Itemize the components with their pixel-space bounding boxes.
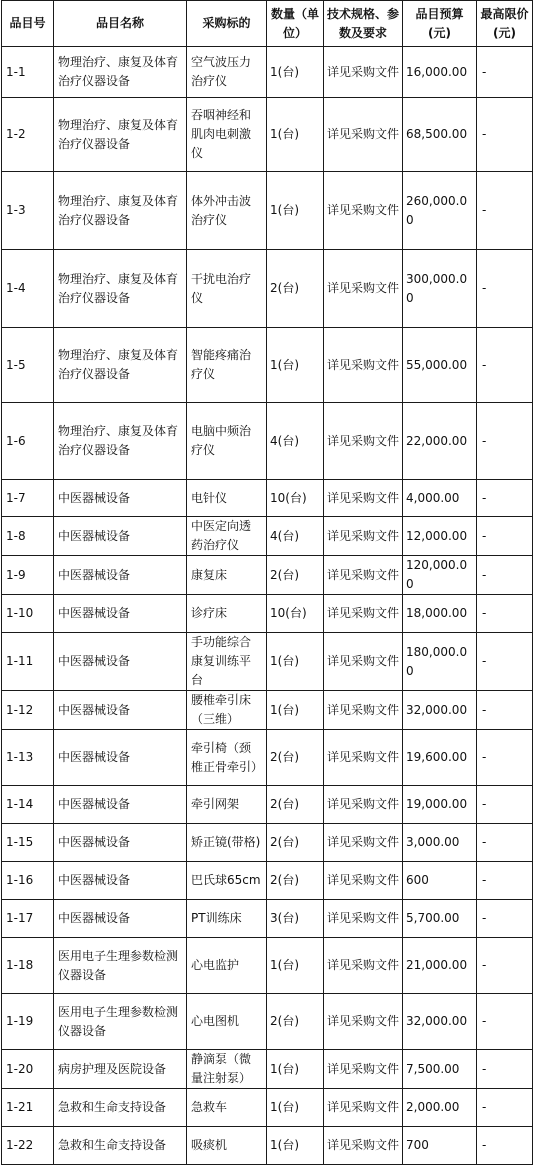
spec-cell: 详见采购文件 xyxy=(324,633,403,691)
spec-cell: 详见采购文件 xyxy=(324,1050,403,1089)
category-cell: 物理治疗、康复及体育治疗仪器设备 xyxy=(54,328,187,403)
quantity-cell: 2(台) xyxy=(267,786,324,824)
budget-cell: 12,000.00 xyxy=(403,517,477,556)
category-cell: 中医器械设备 xyxy=(54,730,187,786)
category-cell: 中医器械设备 xyxy=(54,595,187,633)
spec-cell: 详见采购文件 xyxy=(324,480,403,517)
table-row xyxy=(2,1089,533,1127)
item-no-cell: 1-18 xyxy=(2,938,54,994)
quantity-cell: 4(台) xyxy=(267,403,324,480)
quantity-cell: 1(台) xyxy=(267,691,324,730)
budget-cell: 120,000.00 xyxy=(403,556,477,595)
quantity-cell: 1(台) xyxy=(267,1050,324,1089)
spec-cell: 详见采购文件 xyxy=(324,172,403,250)
target-cell: 巴氏球65cm xyxy=(187,862,267,900)
item-no-cell: 1-11 xyxy=(2,633,54,691)
spec-cell: 详见采购文件 xyxy=(324,250,403,328)
category-cell: 中医器械设备 xyxy=(54,633,187,691)
item-no-cell: 1-2 xyxy=(2,98,54,172)
category-cell: 中医器械设备 xyxy=(54,480,187,517)
quantity-cell: 2(台) xyxy=(267,250,324,328)
target-cell: PT训练床 xyxy=(187,900,267,938)
target-cell: 电针仪 xyxy=(187,480,267,517)
table-row xyxy=(2,938,533,994)
quantity-cell: 1(台) xyxy=(267,328,324,403)
max-price-cell: - xyxy=(477,172,533,250)
table-row xyxy=(2,172,533,250)
target-cell: 急救车 xyxy=(187,1089,267,1127)
budget-cell: 19,600.00 xyxy=(403,730,477,786)
max-price-cell: - xyxy=(477,328,533,403)
table-row xyxy=(2,480,533,517)
header-item-no: 品目号 xyxy=(2,1,54,47)
budget-cell: 18,000.00 xyxy=(403,595,477,633)
header-max-price: 最高限价(元) xyxy=(477,1,533,47)
max-price-cell: - xyxy=(477,250,533,328)
table-row xyxy=(2,994,533,1050)
header-qty: 数量（单位） xyxy=(267,1,324,47)
max-price-cell: - xyxy=(477,403,533,480)
category-cell: 物理治疗、康复及体育治疗仪器设备 xyxy=(54,250,187,328)
quantity-cell: 2(台) xyxy=(267,730,324,786)
spec-cell: 详见采购文件 xyxy=(324,1089,403,1127)
category-cell: 中医器械设备 xyxy=(54,691,187,730)
max-price-cell: - xyxy=(477,480,533,517)
spec-cell: 详见采购文件 xyxy=(324,47,403,98)
item-no-cell: 1-22 xyxy=(2,1127,54,1165)
max-price-cell: - xyxy=(477,556,533,595)
spec-cell: 详见采购文件 xyxy=(324,556,403,595)
quantity-cell: 4(台) xyxy=(267,517,324,556)
budget-cell: 3,000.00 xyxy=(403,824,477,862)
quantity-cell: 3(台) xyxy=(267,900,324,938)
category-cell: 物理治疗、康复及体育治疗仪器设备 xyxy=(54,172,187,250)
target-cell: 心电图机 xyxy=(187,994,267,1050)
max-price-cell: - xyxy=(477,98,533,172)
quantity-cell: 1(台) xyxy=(267,98,324,172)
budget-cell: 300,000.00 xyxy=(403,250,477,328)
budget-cell: 7,500.00 xyxy=(403,1050,477,1089)
table-row xyxy=(2,517,533,556)
spec-cell: 详见采购文件 xyxy=(324,98,403,172)
category-cell: 中医器械设备 xyxy=(54,556,187,595)
spec-cell: 详见采购文件 xyxy=(324,862,403,900)
max-price-cell: - xyxy=(477,900,533,938)
target-cell: 干扰电治疗仪 xyxy=(187,250,267,328)
table-row xyxy=(2,328,533,403)
procurement-table xyxy=(1,0,533,1165)
max-price-cell: - xyxy=(477,595,533,633)
item-no-cell: 1-9 xyxy=(2,556,54,595)
spec-cell: 详见采购文件 xyxy=(324,403,403,480)
budget-cell: 260,000.00 xyxy=(403,172,477,250)
target-cell: 心电监护 xyxy=(187,938,267,994)
table-row xyxy=(2,556,533,595)
spec-cell: 详见采购文件 xyxy=(324,328,403,403)
budget-cell: 55,000.00 xyxy=(403,328,477,403)
max-price-cell: - xyxy=(477,1089,533,1127)
target-cell: 中医定向透药治疗仪 xyxy=(187,517,267,556)
header-row xyxy=(2,1,533,47)
table-body xyxy=(2,47,533,1165)
max-price-cell: - xyxy=(477,1050,533,1089)
quantity-cell: 1(台) xyxy=(267,47,324,98)
item-no-cell: 1-3 xyxy=(2,172,54,250)
spec-cell: 详见采购文件 xyxy=(324,595,403,633)
spec-cell: 详见采购文件 xyxy=(324,517,403,556)
spec-cell: 详见采购文件 xyxy=(324,900,403,938)
spec-cell: 详见采购文件 xyxy=(324,1127,403,1165)
budget-cell: 600 xyxy=(403,862,477,900)
table-row xyxy=(2,862,533,900)
budget-cell: 180,000.00 xyxy=(403,633,477,691)
category-cell: 病房护理及医院设备 xyxy=(54,1050,187,1089)
table-row xyxy=(2,250,533,328)
item-no-cell: 1-6 xyxy=(2,403,54,480)
target-cell: 吸痰机 xyxy=(187,1127,267,1165)
item-no-cell: 1-5 xyxy=(2,328,54,403)
target-cell: 体外冲击波治疗仪 xyxy=(187,172,267,250)
max-price-cell: - xyxy=(477,824,533,862)
quantity-cell: 1(台) xyxy=(267,1127,324,1165)
budget-cell: 32,000.00 xyxy=(403,994,477,1050)
item-no-cell: 1-1 xyxy=(2,47,54,98)
table-row xyxy=(2,730,533,786)
target-cell: 空气波压力治疗仪 xyxy=(187,47,267,98)
target-cell: 诊疗床 xyxy=(187,595,267,633)
item-no-cell: 1-16 xyxy=(2,862,54,900)
header-spec: 技术规格、参数及要求 xyxy=(324,1,403,47)
budget-cell: 21,000.00 xyxy=(403,938,477,994)
target-cell: 手功能综合康复训练平台 xyxy=(187,633,267,691)
item-no-cell: 1-13 xyxy=(2,730,54,786)
category-cell: 物理治疗、康复及体育治疗仪器设备 xyxy=(54,98,187,172)
quantity-cell: 1(台) xyxy=(267,938,324,994)
category-cell: 物理治疗、康复及体育治疗仪器设备 xyxy=(54,403,187,480)
quantity-cell: 2(台) xyxy=(267,556,324,595)
table-row xyxy=(2,691,533,730)
table-row xyxy=(2,595,533,633)
max-price-cell: - xyxy=(477,994,533,1050)
item-no-cell: 1-17 xyxy=(2,900,54,938)
target-cell: 电脑中频治疗仪 xyxy=(187,403,267,480)
budget-cell: 32,000.00 xyxy=(403,691,477,730)
quantity-cell: 10(台) xyxy=(267,595,324,633)
target-cell: 静滴泵（微量注射泵） xyxy=(187,1050,267,1089)
budget-cell: 2,000.00 xyxy=(403,1089,477,1127)
budget-cell: 4,000.00 xyxy=(403,480,477,517)
table-row xyxy=(2,1050,533,1089)
category-cell: 物理治疗、康复及体育治疗仪器设备 xyxy=(54,47,187,98)
quantity-cell: 2(台) xyxy=(267,824,324,862)
target-cell: 牵引网架 xyxy=(187,786,267,824)
quantity-cell: 10(台) xyxy=(267,480,324,517)
table-row xyxy=(2,900,533,938)
item-no-cell: 1-4 xyxy=(2,250,54,328)
spec-cell: 详见采购文件 xyxy=(324,730,403,786)
table-row xyxy=(2,1127,533,1165)
item-no-cell: 1-15 xyxy=(2,824,54,862)
category-cell: 中医器械设备 xyxy=(54,786,187,824)
item-no-cell: 1-21 xyxy=(2,1089,54,1127)
category-cell: 中医器械设备 xyxy=(54,862,187,900)
target-cell: 吞咽神经和肌肉电刺激仪 xyxy=(187,98,267,172)
category-cell: 急救和生命支持设备 xyxy=(54,1089,187,1127)
target-cell: 腰椎牵引床（三维） xyxy=(187,691,267,730)
target-cell: 康复床 xyxy=(187,556,267,595)
item-no-cell: 1-10 xyxy=(2,595,54,633)
table-row xyxy=(2,824,533,862)
spec-cell: 详见采购文件 xyxy=(324,691,403,730)
item-no-cell: 1-20 xyxy=(2,1050,54,1089)
max-price-cell: - xyxy=(477,517,533,556)
header-category: 品目名称 xyxy=(54,1,187,47)
spec-cell: 详见采购文件 xyxy=(324,994,403,1050)
budget-cell: 5,700.00 xyxy=(403,900,477,938)
header-budget: 品目预算(元) xyxy=(403,1,477,47)
max-price-cell: - xyxy=(477,47,533,98)
spec-cell: 详见采购文件 xyxy=(324,938,403,994)
item-no-cell: 1-8 xyxy=(2,517,54,556)
target-cell: 智能疼痛治疗仪 xyxy=(187,328,267,403)
category-cell: 医用电子生理参数检测仪器设备 xyxy=(54,938,187,994)
budget-cell: 22,000.00 xyxy=(403,403,477,480)
quantity-cell: 1(台) xyxy=(267,1089,324,1127)
quantity-cell: 2(台) xyxy=(267,862,324,900)
max-price-cell: - xyxy=(477,691,533,730)
category-cell: 急救和生命支持设备 xyxy=(54,1127,187,1165)
table-row xyxy=(2,786,533,824)
category-cell: 中医器械设备 xyxy=(54,824,187,862)
spec-cell: 详见采购文件 xyxy=(324,786,403,824)
max-price-cell: - xyxy=(477,1127,533,1165)
header-target: 采购标的 xyxy=(187,1,267,47)
item-no-cell: 1-19 xyxy=(2,994,54,1050)
table-row xyxy=(2,98,533,172)
target-cell: 牵引椅（颈椎正骨牵引） xyxy=(187,730,267,786)
quantity-cell: 1(台) xyxy=(267,633,324,691)
budget-cell: 19,000.00 xyxy=(403,786,477,824)
quantity-cell: 1(台) xyxy=(267,172,324,250)
category-cell: 中医器械设备 xyxy=(54,900,187,938)
spec-cell: 详见采购文件 xyxy=(324,824,403,862)
table-row xyxy=(2,47,533,98)
max-price-cell: - xyxy=(477,633,533,691)
item-no-cell: 1-7 xyxy=(2,480,54,517)
target-cell: 矫正镜(带格) xyxy=(187,824,267,862)
category-cell: 医用电子生理参数检测仪器设备 xyxy=(54,994,187,1050)
budget-cell: 700 xyxy=(403,1127,477,1165)
quantity-cell: 2(台) xyxy=(267,994,324,1050)
max-price-cell: - xyxy=(477,786,533,824)
max-price-cell: - xyxy=(477,938,533,994)
max-price-cell: - xyxy=(477,730,533,786)
item-no-cell: 1-14 xyxy=(2,786,54,824)
max-price-cell: - xyxy=(477,862,533,900)
category-cell: 中医器械设备 xyxy=(54,517,187,556)
budget-cell: 68,500.00 xyxy=(403,98,477,172)
table-row xyxy=(2,633,533,691)
budget-cell: 16,000.00 xyxy=(403,47,477,98)
table-row xyxy=(2,403,533,480)
item-no-cell: 1-12 xyxy=(2,691,54,730)
